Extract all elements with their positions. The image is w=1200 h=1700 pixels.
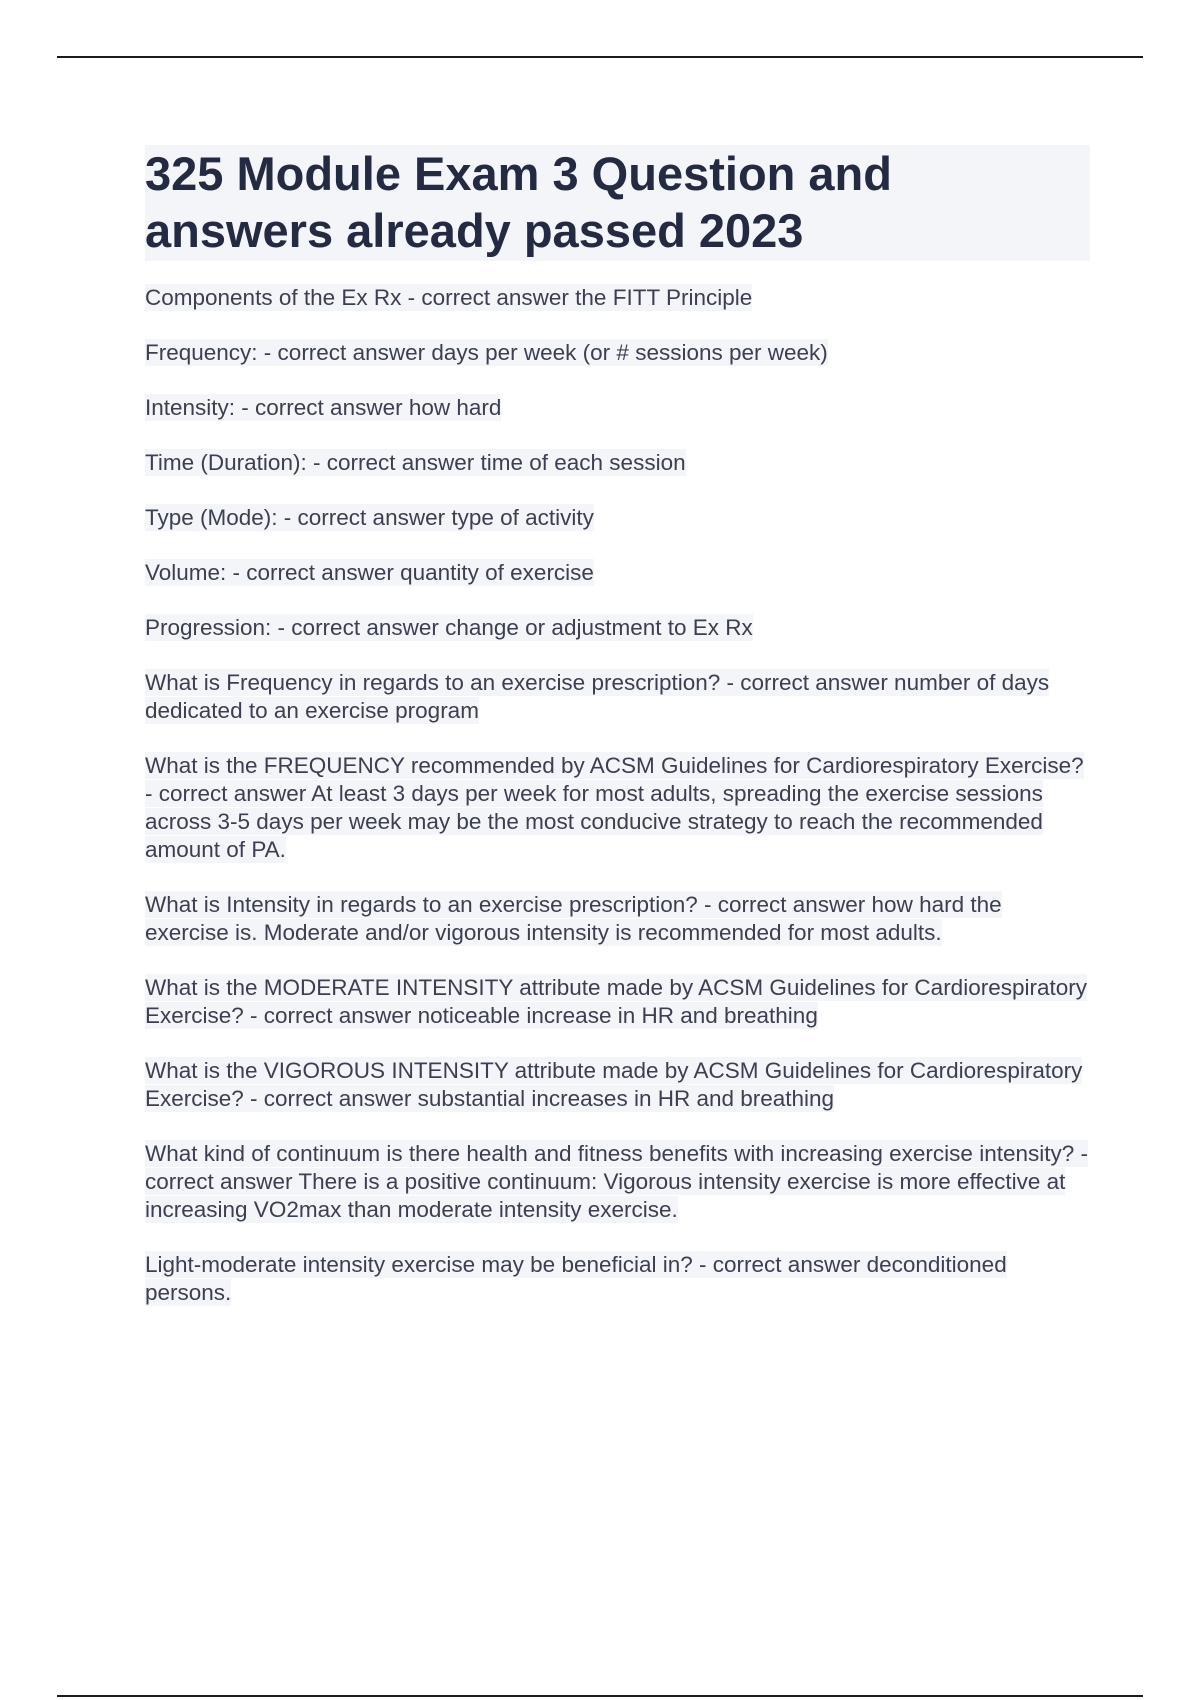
qa-item [145,891,1090,947]
document-title [145,145,1090,261]
title-line-1: 325 Module Exam 3 Question and [145,147,892,200]
qa-text: Volume: - correct answer quantity of exercise [145,560,594,585]
qa-text: Intensity: - correct answer how hard [145,395,502,420]
qa-item [145,974,1090,1030]
qa-item [145,504,1090,532]
qa-item [145,1057,1090,1113]
qa-text: What is the FREQUENCY recommended by ACSM Guidelines for Cardiorespiratory Exercise? - correct answer At least 3 days per week for most adults, spreading the exercise sessions across 3-5 days per week may be the most conducive strategy to reach the recommended amount of PA. [145,753,1084,862]
qa-item [145,1251,1090,1307]
qa-item [145,339,1090,367]
qa-list [145,284,1090,1307]
qa-text: What is Intensity in regards to an exercise prescription? - correct answer how hard the exercise is. Moderate and/or vigorous intensity is recommended for most adults. [145,892,1002,945]
qa-item [145,284,1090,312]
top-rule [57,56,1143,58]
title-line-2: answers already passed 2023 [145,204,804,257]
qa-item [145,559,1090,587]
qa-item [145,669,1090,725]
document-body [145,145,1090,1334]
bottom-rule [57,1695,1143,1697]
qa-item [145,752,1090,864]
qa-item [145,449,1090,477]
qa-text: Time (Duration): - correct answer time of each session [145,450,686,475]
qa-item [145,614,1090,642]
qa-item [145,394,1090,422]
qa-text: Type (Mode): - correct answer type of activity [145,505,594,530]
qa-text: Progression: - correct answer change or adjustment to Ex Rx [145,615,753,640]
qa-text: What is the MODERATE INTENSITY attribute made by ACSM Guidelines for Cardiorespiratory Exercise? - correct answer noticeable increase in HR and breathing [145,975,1087,1028]
qa-text: Light-moderate intensity exercise may be beneficial in? - correct answer deconditioned persons. [145,1252,1007,1305]
qa-text: Frequency: - correct answer days per week (or # sessions per week) [145,340,828,365]
qa-text: What is the VIGOROUS INTENSITY attribute made by ACSM Guidelines for Cardiorespiratory Exercise? - correct answer substantial increases in HR and breathing [145,1058,1083,1111]
qa-text: Components of the Ex Rx - correct answer the FITT Principle [145,285,753,310]
qa-item [145,1140,1090,1224]
qa-text: What kind of continuum is there health and fitness benefits with increasing exercise intensity? - correct answer There is a positive continuum: Vigorous intensity exercise is more effective at increasing VO2max than moderate intensity exercise. [145,1141,1088,1222]
qa-text: What is Frequency in regards to an exercise prescription? - correct answer number of days dedicated to an exercise program [145,670,1050,723]
